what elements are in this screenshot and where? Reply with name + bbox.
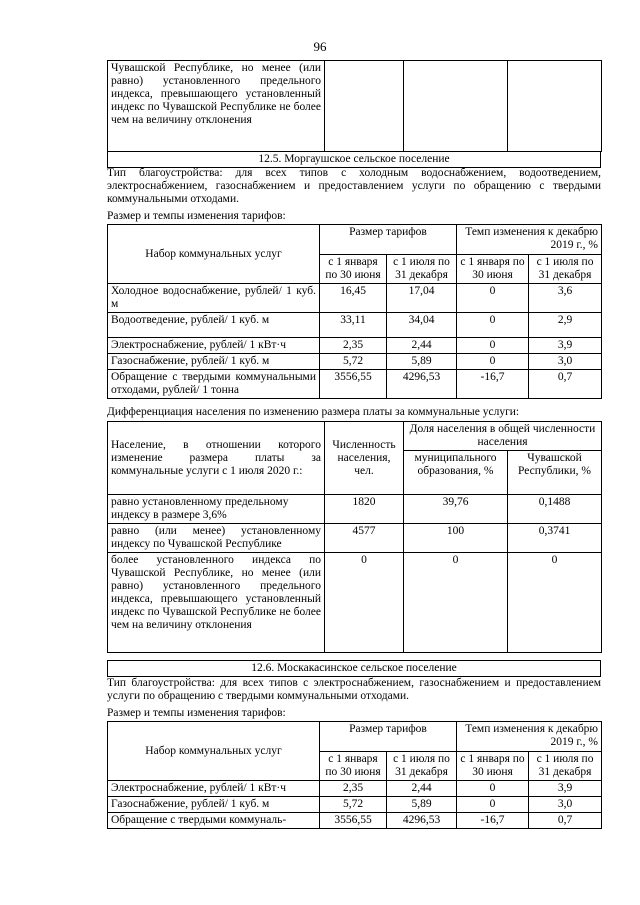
section-1-diff-table — [107, 421, 602, 653]
section-2-tariff-table — [107, 721, 602, 829]
sub-header: муниципального образования, % — [404, 451, 508, 495]
col-rate-header: Темп изменения к декабрю 2019 г., % — [457, 225, 602, 255]
section-2-improvement-type: Тип благоустройства: для всех типов с электроснабжением, газоснабжением и предоставлением услуги по обращению с твердыми коммунальными отходами. — [107, 677, 601, 702]
table-row: равно установленному предельному индексу в размере 3,6% 1820 39,76 0,1488 — [108, 495, 602, 524]
section-1-heading: 12.5. Моргаушское сельское поселение — [108, 152, 601, 168]
table-row: Холодное водоснабжение, рублей/ 1 куб. м 16,45 17,04 0 3,6 — [108, 284, 602, 313]
section-1-improvement-type: Тип благоустройства: для всех типов с холодным водоснабжением, водоотведением, электроснабжением, газоснабжением и предоставлением услуги по обращению с твердыми коммунальными отходами. — [107, 167, 601, 205]
sub-header: с 1 января по 30 июня — [320, 752, 387, 781]
col-size-header: Размер тарифов — [320, 225, 457, 255]
table-row: Газоснабжение, рублей/ 1 куб. м 5,72 5,89 0 3,0 — [108, 354, 602, 370]
table-row: Электроснабжение, рублей/ 1 кВт·ч 2,35 2,44 0 3,9 — [108, 781, 602, 797]
sub-header: с 1 января по 30 июня — [457, 752, 529, 781]
table-row: Электроснабжение, рублей/ 1 кВт·ч 2,35 2,44 0 3,9 — [108, 338, 602, 354]
table-row: более установленного индекса по Чувашской Республике, но менее (или равно) установленного предельного индекса, превышающего установленный индекс по Чувашской Республике не более чем на величину отклонения 0 0 0 — [108, 553, 602, 653]
table-row: Газоснабжение, рублей/ 1 куб. м 5,72 5,89 0 3,0 — [108, 797, 602, 813]
col-services-header: Набор коммунальных услуг — [108, 225, 320, 284]
section-1-heading-table — [107, 151, 601, 168]
col-size-header: Размер тарифов — [320, 722, 457, 752]
section-1-tariff-table — [107, 224, 602, 399]
sub-header: Чувашской Республики, % — [508, 451, 602, 495]
col-share-header: Доля населения в общей численности населения — [404, 422, 602, 451]
col-rate-header: Темп изменения к декабрю 2019 г., % — [457, 722, 602, 752]
section-2-tariff-caption: Размер и темпы изменения тарифов: — [107, 707, 286, 719]
col-count-header: Численность населения, чел. — [325, 422, 404, 495]
sub-header: с 1 января по 30 июня — [320, 255, 387, 284]
section-2-heading: 12.6. Москакасинское сельское поселение — [108, 661, 601, 677]
section-2-heading-table — [107, 660, 601, 677]
sub-header: с 1 января по 30 июня — [457, 255, 529, 284]
page-number: 96 — [313, 39, 327, 54]
table-row: Обращение с твердыми коммуналь- 3556,55 4296,53 -16,7 0,7 — [108, 813, 602, 829]
col-services-header: Набор коммунальных услуг — [108, 722, 320, 781]
continuation-cell: Чувашской Республике, но менее (или равно) установленного предельного индекса, превышающего установленный индекс по Чувашской Республике не более чем на величину отклонения — [108, 61, 325, 152]
top-continuation-table — [107, 60, 602, 152]
col-population-header: Население, в отношении которого изменение размера платы за коммунальные услуги с 1 июля 2020 г.: — [108, 422, 325, 495]
sub-header: с 1 июля по 31 декабря — [529, 752, 602, 781]
sub-header: с 1 июля по 31 декабря — [387, 752, 457, 781]
table-row: Обращение с твердыми коммунальными отходами, рублей/ 1 тонна 3556,55 4296,53 -16,7 0,7 — [108, 370, 602, 399]
sub-header: с 1 июля по 31 декабря — [529, 255, 602, 284]
table-row: Водоотведение, рублей/ 1 куб. м 33,11 34,04 0 2,9 — [108, 313, 602, 338]
section-1-tariff-caption: Размер и темпы изменения тарифов: — [107, 210, 286, 222]
sub-header: с 1 июля по 31 декабря — [387, 255, 457, 284]
table-row — [108, 61, 602, 152]
section-1-diff-caption: Дифференциация населения по изменению размера платы за коммунальные услуги: — [107, 406, 520, 418]
table-row: равно (или менее) установленному индексу по Чувашской Республике 4577 100 0,3741 — [108, 524, 602, 553]
